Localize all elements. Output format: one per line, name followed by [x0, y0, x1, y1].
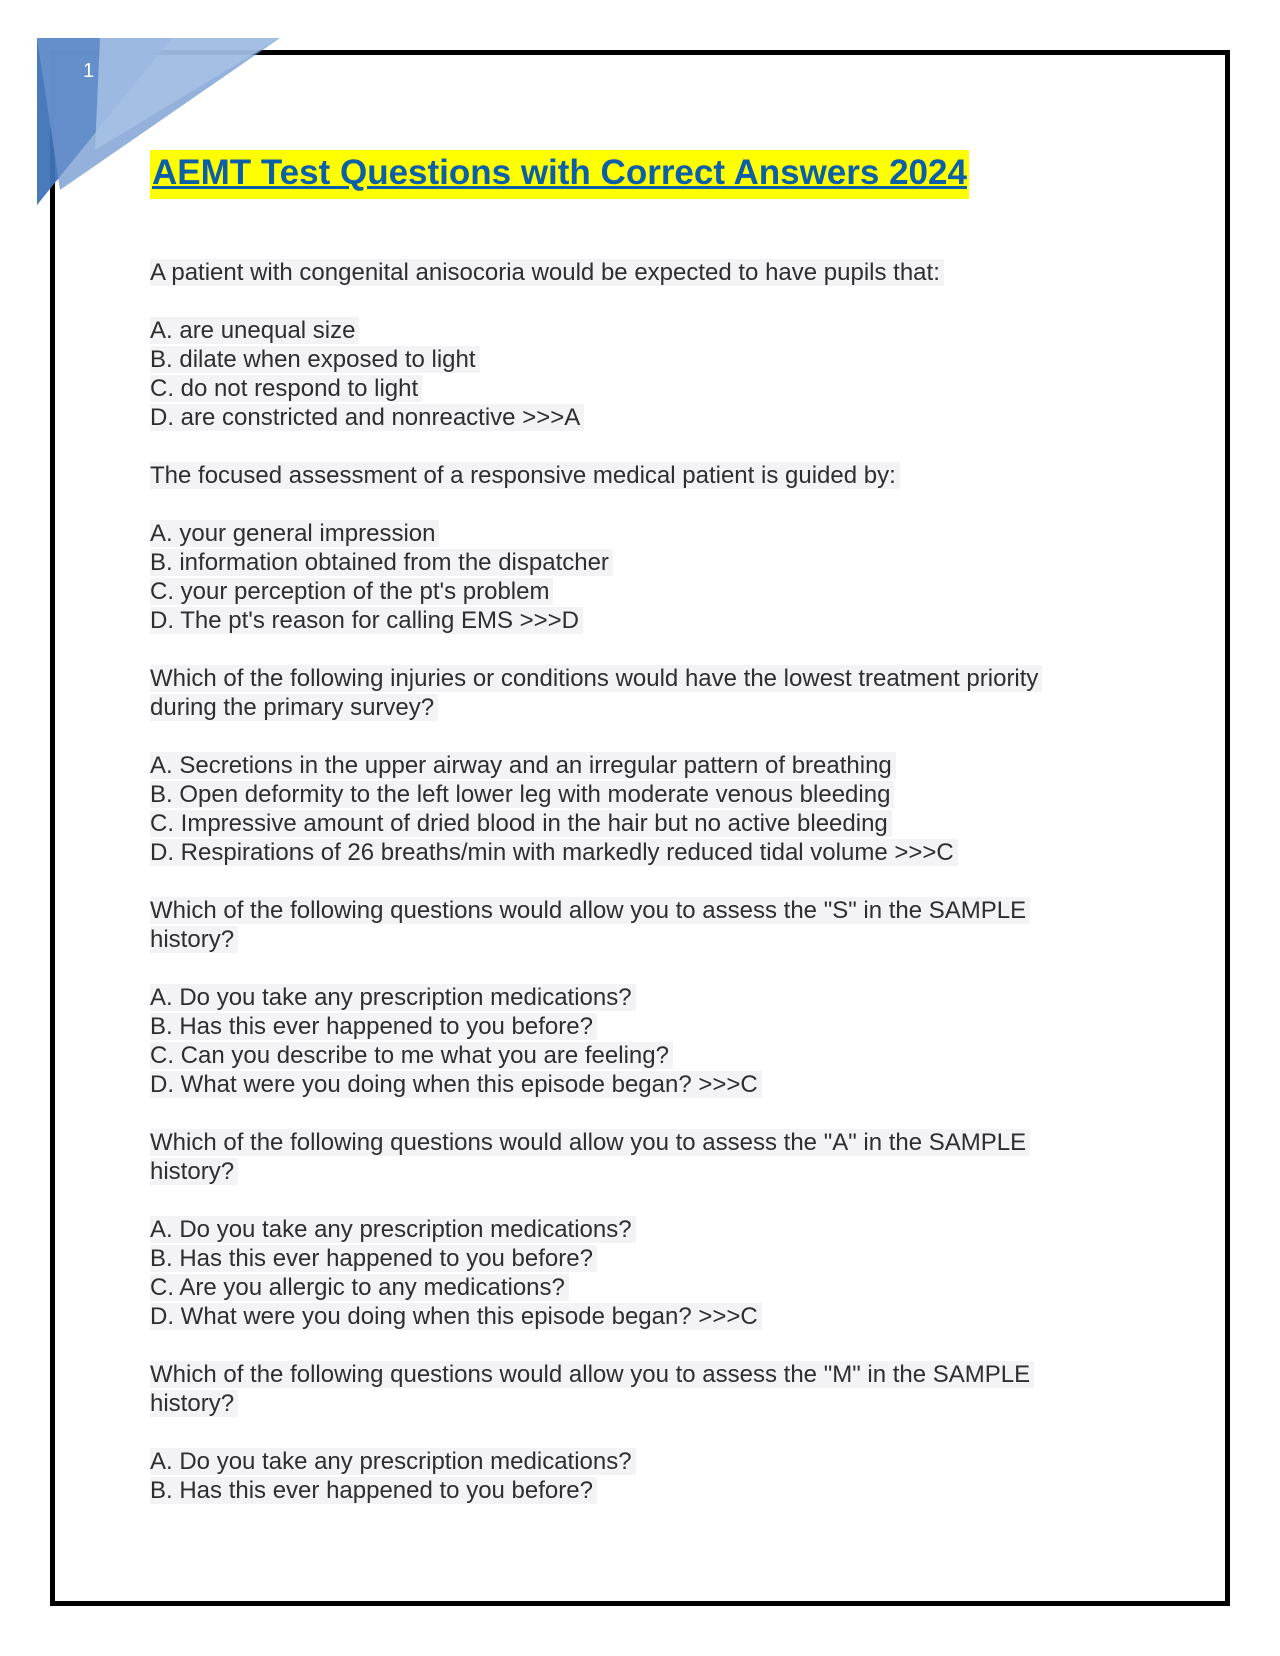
- answer-option: [150, 316, 1150, 345]
- answer-options: [150, 519, 1150, 635]
- question-text: Which of the following questions would allow you to assess the "M" in the SAMPLE: [150, 1361, 1034, 1388]
- answer-option: [150, 1070, 1150, 1099]
- question-line: [150, 664, 1150, 693]
- answer-option: [150, 577, 1150, 606]
- question-text: Which of the following questions would allow you to assess the "A" in the SAMPLE: [150, 1129, 1030, 1156]
- answer-option-text: A. Do you take any prescription medications?: [150, 1448, 636, 1475]
- question-block: [150, 258, 1150, 432]
- answer-option: [150, 374, 1150, 403]
- answer-option-text: D. What were you doing when this episode began? >>>C: [150, 1071, 762, 1098]
- answer-option-text: D. The pt's reason for calling EMS >>>D: [150, 607, 583, 634]
- question-line: [150, 1360, 1150, 1389]
- answer-option: [150, 809, 1150, 838]
- answer-option: [150, 983, 1150, 1012]
- question-line: [150, 1389, 1150, 1418]
- question-block: [150, 1360, 1150, 1505]
- answer-option-text: A. your general impression: [150, 520, 439, 547]
- answer-options: [150, 751, 1150, 867]
- question-text: A patient with congenital anisocoria would be expected to have pupils that:: [150, 259, 944, 286]
- answer-option-text: A. Do you take any prescription medications?: [150, 984, 636, 1011]
- answer-options: [150, 1447, 1150, 1505]
- question-line: [150, 693, 1150, 722]
- answer-option: [150, 1244, 1150, 1273]
- answer-option-text: C. Are you allergic to any medications?: [150, 1274, 569, 1301]
- question-text: history?: [150, 926, 238, 953]
- question-text: history?: [150, 1158, 238, 1185]
- question-block: [150, 664, 1150, 867]
- answer-option-text: D. Respirations of 26 breaths/min with markedly reduced tidal volume >>>C: [150, 839, 958, 866]
- question-line: [150, 461, 1150, 490]
- question-line: [150, 1157, 1150, 1186]
- answer-option: [150, 1302, 1150, 1331]
- question-line: [150, 896, 1150, 925]
- answer-option-text: C. do not respond to light: [150, 375, 422, 402]
- document-title: AEMT Test Questions with Correct Answers 2024: [150, 150, 969, 199]
- question-text: history?: [150, 1390, 238, 1417]
- question-line: [150, 258, 1150, 287]
- question-text: Which of the following injuries or conditions would have the lowest treatment priority: [150, 665, 1042, 692]
- answer-option: [150, 838, 1150, 867]
- answer-option: [150, 751, 1150, 780]
- answer-option: [150, 1476, 1150, 1505]
- answer-option-text: C. Impressive amount of dried blood in the hair but no active bleeding: [150, 810, 892, 837]
- answer-option-text: D. What were you doing when this episode began? >>>C: [150, 1303, 762, 1330]
- answer-option: [150, 1447, 1150, 1476]
- answer-option-text: B. dilate when exposed to light: [150, 346, 480, 373]
- answer-option-text: B. information obtained from the dispatcher: [150, 549, 613, 576]
- answer-option: [150, 403, 1150, 432]
- answer-option: [150, 1012, 1150, 1041]
- question-list: [150, 258, 1150, 1534]
- answer-option: [150, 606, 1150, 635]
- answer-option: [150, 519, 1150, 548]
- question-line: [150, 1128, 1150, 1157]
- question-block: [150, 461, 1150, 635]
- answer-options: [150, 316, 1150, 432]
- answer-option: [150, 1041, 1150, 1070]
- question-block: [150, 896, 1150, 1099]
- question-text: The focused assessment of a responsive medical patient is guided by:: [150, 462, 900, 489]
- answer-option-text: B. Has this ever happened to you before?: [150, 1245, 597, 1272]
- answer-option: [150, 1273, 1150, 1302]
- question-line: [150, 925, 1150, 954]
- answer-option: [150, 345, 1150, 374]
- page-number: 1: [83, 60, 95, 82]
- answer-option-text: A. are unequal size: [150, 317, 359, 344]
- answer-option: [150, 780, 1150, 809]
- answer-option-text: C. your perception of the pt's problem: [150, 578, 553, 605]
- answer-option: [150, 1215, 1150, 1244]
- answer-option-text: D. are constricted and nonreactive >>>A: [150, 404, 584, 431]
- answer-options: [150, 983, 1150, 1099]
- answer-option: [150, 548, 1150, 577]
- answer-option-text: A. Do you take any prescription medications?: [150, 1216, 636, 1243]
- question-text: Which of the following questions would allow you to assess the "S" in the SAMPLE: [150, 897, 1030, 924]
- answer-options: [150, 1215, 1150, 1331]
- corner-shape-light: [95, 38, 280, 150]
- answer-option-text: A. Secretions in the upper airway and an irregular pattern of breathing: [150, 752, 896, 779]
- question-text: during the primary survey?: [150, 694, 438, 721]
- answer-option-text: B. Has this ever happened to you before?: [150, 1013, 597, 1040]
- answer-option-text: B. Open deformity to the left lower leg with moderate venous bleeding: [150, 781, 894, 808]
- answer-option-text: B. Has this ever happened to you before?: [150, 1477, 597, 1504]
- question-block: [150, 1128, 1150, 1331]
- answer-option-text: C. Can you describe to me what you are feeling?: [150, 1042, 673, 1069]
